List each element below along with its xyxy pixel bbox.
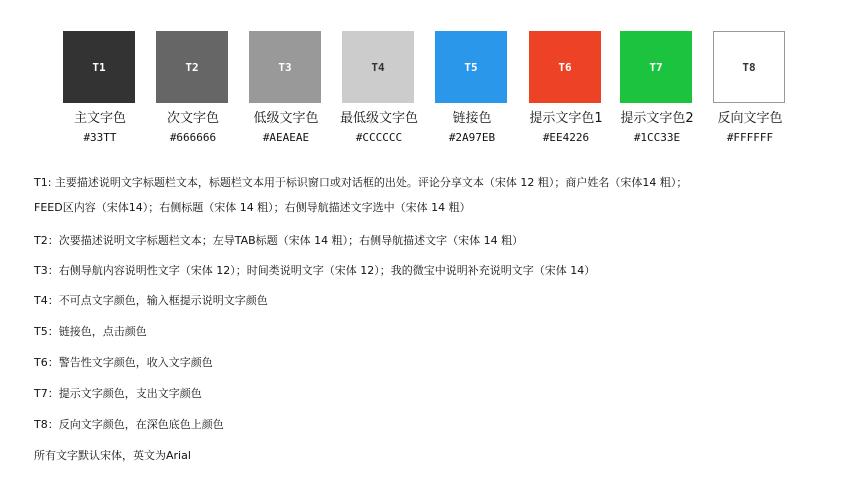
swatch-code: T5 (464, 60, 478, 74)
swatch-hex: #CCCCCC (355, 131, 403, 144)
swatch-hex: #666666 (169, 131, 217, 144)
color-swatch-row (50, 31, 790, 151)
swatch-code: T8 (742, 60, 756, 74)
color-swatch (435, 31, 507, 103)
swatch-name: 反向文字色 (717, 111, 783, 126)
swatch-name: 提示文字色1 (529, 111, 603, 126)
swatch-name: 最低级文字色 (339, 111, 418, 126)
swatch-hex: #1CC33E (633, 131, 681, 144)
description-t5: T5：链接色，点击颜色 (34, 325, 147, 338)
swatch-name: 链接色 (452, 111, 492, 126)
color-swatch (713, 31, 785, 103)
swatch-code: T7 (649, 60, 663, 74)
swatch-name: 提示文字色2 (620, 111, 694, 126)
swatch-code: T6 (558, 60, 572, 74)
color-swatch (63, 31, 135, 103)
description-t2: T2：次要描述说明文字标题栏文本；左导TAB标题（宋体 14 粗）；右侧导航描述文字（宋体 14 粗） (34, 234, 524, 247)
color-swatch (249, 31, 321, 103)
description-t4: T4：不可点文字颜色，输入框提示说明文字颜色 (34, 294, 268, 307)
description-t6: T6：警告性文字颜色，收入文字颜色 (34, 356, 213, 369)
swatch-code: T3 (278, 60, 292, 74)
swatch-code: T4 (371, 60, 385, 74)
color-swatch (156, 31, 228, 103)
description-t3: T3：右侧导航内容说明性文字（宋体 12）；时间类说明文字（宋体 12）；我的微宝中说明补充说明文字（宋体 14） (34, 264, 596, 277)
color-swatch (342, 31, 414, 103)
description-t7: T7：提示文字颜色，支出文字颜色 (34, 387, 202, 400)
description-t1-line2: FEED区内容（宋体14）；右侧标题（宋体 14 粗）；右侧导航描述文字选中（宋体 14 粗） (34, 201, 471, 214)
swatch-name: 低级文字色 (253, 111, 319, 126)
swatch-hex: #AEAEAE (262, 131, 310, 144)
swatch-hex: #2A97EB (448, 131, 496, 144)
swatch-item-t8 (700, 31, 800, 151)
swatch-hex: #EE4226 (542, 131, 590, 144)
description-t8: T8：反向文字颜色，在深色底色上颜色 (34, 418, 224, 431)
color-swatch (620, 31, 692, 103)
color-swatch (529, 31, 601, 103)
swatch-hex: #FFFFFF (726, 131, 774, 144)
swatch-name: 主文字色 (73, 111, 126, 126)
swatch-code: T1 (92, 60, 106, 74)
swatch-hex: #33TT (83, 131, 117, 144)
swatch-code: T2 (185, 60, 199, 74)
description-t1-line1: T1: 主要描述说明文字标题栏文本，标题栏文本用于标识窗口或对话框的出处。评论分享文本（宋体 12 粗）；商户姓名（宋体14 粗）； (34, 176, 688, 189)
footer-note: 所有文字默认宋体，英文为Arial (34, 449, 191, 462)
swatch-name: 次文字色 (166, 111, 219, 126)
